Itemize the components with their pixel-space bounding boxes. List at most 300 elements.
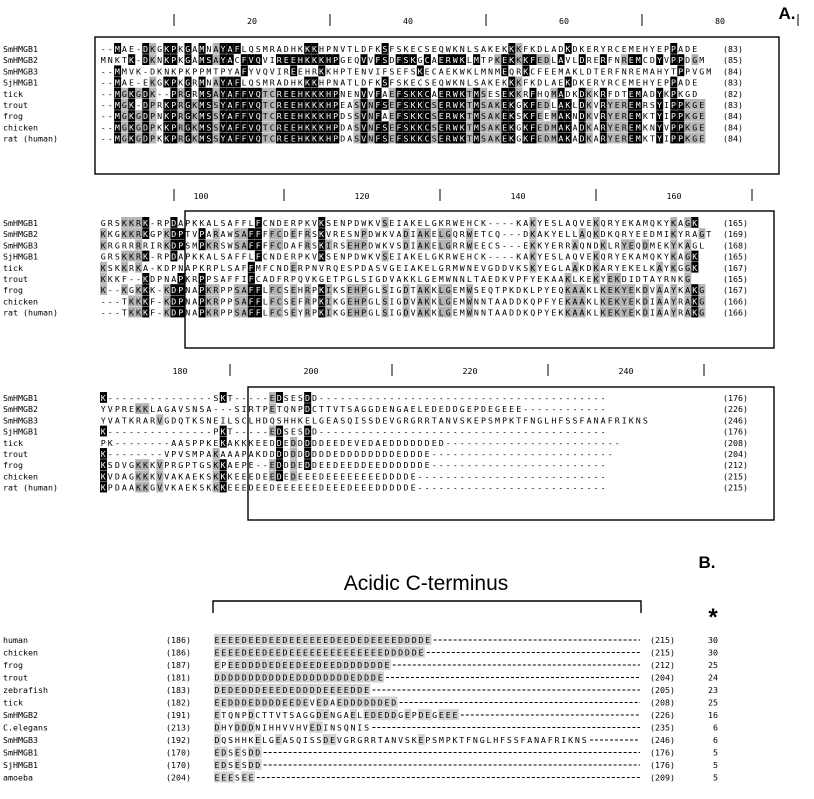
ruler-label: 60: [559, 16, 569, 26]
residue: K: [678, 274, 684, 284]
residue: -: [502, 437, 508, 448]
residue: L: [438, 229, 444, 240]
residue: K: [192, 100, 198, 110]
residue: L: [354, 77, 360, 88]
species-name: SjHMGB1: [3, 77, 38, 88]
residue: E: [221, 772, 227, 783]
residue: A: [593, 133, 599, 144]
residue: -: [107, 122, 113, 133]
residue: A: [227, 449, 233, 459]
residue: E: [502, 66, 508, 77]
residue: E: [343, 685, 349, 695]
residue: -: [255, 460, 261, 471]
residue: P: [297, 251, 303, 262]
residue: Y: [657, 100, 662, 110]
residue: E: [628, 88, 634, 99]
residue: P: [107, 482, 113, 493]
sequence: [215, 748, 261, 758]
residue: W: [452, 55, 458, 66]
residue: F: [248, 262, 254, 273]
residue: W: [375, 240, 381, 251]
alignment-row: [3, 470, 748, 481]
residue: D: [316, 672, 322, 683]
residue: C: [276, 296, 282, 307]
residue: D: [143, 55, 148, 66]
residue: E: [364, 710, 370, 720]
residue: K: [305, 133, 310, 144]
residue: D: [396, 437, 402, 448]
residue: P: [206, 274, 212, 284]
residue: C: [276, 229, 282, 240]
residue: K: [129, 229, 134, 240]
residue: E: [417, 251, 423, 262]
residue: E: [488, 404, 493, 415]
residue: D: [509, 296, 515, 307]
residue: A: [227, 77, 233, 88]
residue: R: [565, 240, 571, 251]
residue-count: (166): [723, 296, 748, 307]
residue: P: [171, 111, 177, 122]
residue: -: [488, 251, 493, 262]
residue: -: [593, 437, 599, 448]
residue: A: [600, 415, 606, 426]
residue: P: [150, 133, 156, 144]
start-position: (204): [166, 772, 191, 783]
residue: -: [382, 426, 388, 437]
residue: S: [424, 77, 430, 88]
residue: G: [114, 240, 120, 251]
residue: P: [361, 240, 367, 251]
residue: S: [220, 240, 226, 251]
residue: A: [241, 285, 247, 296]
residue: -: [600, 460, 606, 471]
residue: K: [523, 307, 529, 318]
residue: E: [586, 218, 592, 228]
residue: M: [199, 55, 205, 66]
residue: G: [121, 133, 127, 144]
residue: E: [558, 229, 564, 240]
residue: P: [678, 133, 684, 144]
residue: -: [481, 471, 486, 482]
residue: S: [364, 722, 370, 733]
residue: K: [516, 77, 522, 88]
residue: K: [220, 460, 226, 471]
residue: D: [370, 672, 376, 683]
residue-count: (176): [723, 393, 748, 403]
residue: E: [628, 240, 634, 251]
residue: M: [199, 88, 205, 99]
residue: D: [389, 482, 395, 493]
residue: R: [305, 307, 310, 318]
acidic-row: [3, 772, 718, 783]
residue: K: [305, 122, 310, 133]
residue: S: [347, 262, 353, 273]
residue: Q: [283, 404, 289, 415]
residue: E: [309, 722, 315, 733]
residue: C: [614, 77, 620, 88]
residue: R: [685, 229, 691, 240]
residue: P: [326, 44, 332, 54]
residue: A: [523, 218, 529, 228]
residue: E: [234, 635, 240, 645]
residue: A: [227, 133, 233, 144]
residue: K: [459, 133, 465, 144]
residue: G: [438, 262, 444, 273]
residue: N: [466, 262, 472, 273]
residue: P: [227, 307, 233, 318]
residue: K: [164, 285, 170, 296]
residue: -: [537, 404, 543, 415]
residue: A: [121, 471, 127, 482]
residue: L: [473, 66, 479, 77]
residue: -: [509, 251, 515, 262]
residue: A: [171, 437, 177, 448]
residue: E: [283, 251, 289, 262]
residue: K: [410, 133, 416, 144]
residue: -: [565, 471, 571, 482]
residue: A: [262, 274, 268, 284]
residue: A: [649, 66, 655, 77]
residue: M: [199, 77, 205, 88]
residue: R: [178, 111, 184, 122]
residue: N: [234, 710, 240, 720]
residue: K: [537, 240, 543, 251]
residue: A: [551, 77, 557, 88]
residue: D: [403, 296, 409, 307]
residue: K: [129, 100, 134, 110]
residue: K: [129, 111, 134, 122]
residue: R: [157, 100, 163, 110]
residue-count: (165): [723, 251, 748, 262]
residue: E: [347, 240, 353, 251]
panel-a-label: A.: [778, 4, 796, 23]
residue: S: [297, 426, 303, 437]
residue: -: [530, 482, 536, 493]
residue: P: [171, 449, 177, 459]
residue: -: [129, 437, 134, 448]
residue: R: [206, 262, 212, 273]
residue: A: [403, 218, 409, 228]
residue: H: [551, 415, 557, 426]
residue: K: [164, 55, 170, 66]
residue: D: [228, 697, 234, 708]
residue: -: [530, 471, 536, 482]
residue: P: [333, 133, 339, 144]
residue: P: [290, 274, 296, 284]
residue: K: [572, 88, 578, 99]
residue: A: [213, 55, 219, 66]
residue: T: [221, 710, 227, 720]
residue: E: [396, 449, 402, 459]
residue: K: [164, 111, 170, 122]
residue: K: [509, 100, 515, 110]
residue: E: [628, 307, 634, 318]
residue: W: [452, 133, 458, 144]
residue: E: [473, 240, 479, 251]
residue: P: [411, 710, 417, 720]
residue: E: [214, 710, 220, 720]
residue: S: [410, 66, 416, 77]
residue: E: [290, 262, 296, 273]
ruler-label: 20: [247, 16, 257, 26]
residue: A: [234, 262, 240, 273]
residue: K: [509, 88, 515, 99]
residue: N: [206, 77, 212, 88]
residue: A: [178, 218, 184, 228]
residue: E: [213, 437, 219, 448]
residue: E: [129, 77, 134, 88]
residue: -: [509, 437, 515, 448]
residue: D: [114, 471, 120, 482]
residue: E: [330, 735, 336, 745]
residue: K: [305, 88, 310, 99]
residue: K: [129, 88, 134, 99]
alignment-row: [3, 426, 748, 437]
residue: Y: [537, 251, 543, 262]
residue: D: [214, 722, 220, 733]
residue: D: [255, 697, 261, 708]
residue: A: [495, 307, 500, 318]
residue: E: [290, 426, 296, 437]
residue: -: [107, 66, 113, 77]
residue: I: [621, 415, 627, 426]
residue: S: [199, 404, 205, 415]
residue: D: [276, 449, 282, 459]
residue: P: [502, 285, 508, 296]
residue: M: [642, 218, 648, 228]
residue-count: (168): [723, 240, 748, 251]
residue: R: [192, 88, 198, 99]
residue: E: [343, 647, 349, 658]
residue: A: [558, 111, 564, 122]
residue: G: [136, 133, 141, 144]
residue: K: [417, 133, 423, 144]
residue: -: [502, 218, 508, 228]
residue: S: [234, 285, 240, 296]
residue: K: [319, 251, 324, 262]
residue: -: [565, 449, 571, 459]
residue: K: [628, 415, 634, 426]
residue: K: [305, 111, 310, 122]
residue: A: [488, 122, 493, 133]
residue: A: [565, 262, 571, 273]
residue: S: [382, 218, 388, 228]
residue: -: [593, 482, 599, 493]
residue: R: [276, 55, 282, 66]
alignment-row: [3, 437, 748, 448]
residue: E: [227, 482, 233, 493]
residue: E: [347, 285, 353, 296]
residue: N: [534, 735, 540, 745]
residue: D: [248, 710, 254, 720]
residue: S: [382, 77, 388, 88]
residue: K: [248, 437, 254, 448]
residue: F: [255, 251, 261, 262]
alignment-row: [3, 251, 748, 262]
residue: K: [319, 285, 324, 296]
residue: D: [326, 449, 332, 459]
residue: K: [164, 77, 170, 88]
residue: E: [276, 482, 282, 493]
residue: S: [513, 735, 519, 745]
residue: R: [593, 77, 599, 88]
residue: G: [445, 229, 451, 240]
residue: S: [283, 393, 289, 403]
residue: D: [248, 660, 254, 670]
residue: K: [523, 133, 529, 144]
residue: H: [283, 415, 289, 426]
residue: D: [537, 77, 543, 88]
residue: K: [297, 77, 303, 88]
residue: -: [530, 393, 536, 403]
residue: K: [150, 471, 156, 482]
residue: -: [579, 449, 585, 459]
residue: E: [283, 218, 289, 228]
residue: S: [382, 251, 388, 262]
residue: D: [316, 722, 322, 733]
residue: Y: [551, 296, 557, 307]
residue: -: [523, 449, 529, 459]
residue: D: [268, 697, 274, 708]
residue: -: [417, 471, 423, 482]
species-name: SmHMGB3: [3, 415, 38, 426]
acidic-row: [3, 672, 718, 683]
residue: V: [157, 415, 163, 426]
residue: L: [213, 218, 219, 228]
residue: -: [150, 218, 156, 228]
residue: E: [459, 251, 465, 262]
residue: D: [382, 471, 388, 482]
residue: E: [558, 296, 564, 307]
residue: M: [114, 88, 120, 99]
residue: -: [516, 449, 522, 459]
residue: D: [384, 647, 390, 658]
residue: K: [671, 251, 676, 262]
residue: K: [544, 229, 550, 240]
residue: W: [466, 229, 472, 240]
residue: M: [628, 44, 634, 54]
residue: E: [234, 747, 240, 758]
residue: R: [607, 66, 613, 77]
residue: V: [164, 482, 170, 493]
residue: G: [424, 274, 430, 284]
residue: F: [520, 735, 526, 745]
residue: R: [269, 77, 275, 88]
end-position: (209): [650, 772, 675, 783]
residue: -: [100, 88, 106, 99]
residue: R: [621, 133, 627, 144]
residue: V: [361, 133, 367, 144]
residue: E: [452, 285, 458, 296]
residue: P: [445, 735, 451, 745]
residue: F: [396, 55, 402, 66]
residue: E: [357, 647, 363, 658]
residue: F: [234, 44, 240, 54]
residue: F: [523, 415, 529, 426]
residue: E: [607, 307, 613, 318]
residue: H: [326, 133, 332, 144]
residue: A: [403, 251, 409, 262]
residue: D: [361, 460, 367, 471]
residue: -: [234, 393, 240, 403]
residue: -: [347, 393, 353, 403]
residue: E: [214, 635, 220, 645]
ruler-label: 220: [462, 366, 478, 376]
residue: M: [635, 133, 641, 144]
residue: L: [544, 44, 550, 54]
residue: V: [579, 251, 585, 262]
ruler-label: 100: [193, 191, 209, 201]
residue: A: [396, 229, 402, 240]
residue: -: [178, 393, 184, 403]
residue: E: [333, 471, 339, 482]
residue: P: [502, 415, 508, 426]
residue: H: [268, 722, 274, 733]
residue: D: [396, 482, 402, 493]
residue: D: [305, 460, 310, 471]
residue: G: [347, 274, 353, 284]
residue: S: [347, 111, 353, 122]
residue: S: [382, 307, 388, 318]
residue: M: [706, 66, 712, 77]
residue: I: [389, 307, 395, 318]
residue: D: [340, 111, 346, 122]
residue-count: (167): [723, 285, 748, 296]
residue: S: [213, 133, 219, 144]
residue: V: [382, 262, 388, 273]
residue: D: [312, 393, 317, 403]
acidic-row: [3, 647, 718, 658]
residue: E: [389, 88, 395, 99]
residue: E: [290, 393, 296, 403]
residue: -: [579, 426, 585, 437]
residue: S: [424, 44, 430, 54]
residue: S: [206, 88, 212, 99]
residue: E: [289, 635, 295, 645]
residue: K: [206, 437, 212, 448]
residue: V: [398, 735, 404, 745]
residue: K: [523, 122, 529, 133]
residue: R: [333, 229, 339, 240]
residue: K: [586, 88, 592, 99]
residue: L: [699, 240, 705, 251]
residue: K: [150, 77, 156, 88]
residue: S: [506, 735, 512, 745]
residue: -: [488, 393, 493, 403]
residue: D: [114, 482, 120, 493]
residue: E: [551, 285, 557, 296]
residue: S: [213, 111, 219, 122]
residue: D: [269, 482, 275, 493]
residue: M: [635, 122, 641, 133]
residue: K: [530, 251, 536, 262]
residue: Q: [600, 251, 606, 262]
residue: D: [296, 660, 302, 670]
residue: -: [438, 449, 444, 459]
residue: R: [121, 404, 127, 415]
residue: K: [164, 100, 170, 110]
residue: Q: [178, 415, 184, 426]
residue: V: [248, 88, 254, 99]
residue: D: [350, 685, 356, 695]
residue: E: [336, 685, 342, 695]
residue: -: [396, 393, 402, 403]
residue: Y: [551, 229, 557, 240]
residue: D: [685, 44, 691, 54]
residue: -: [579, 482, 585, 493]
acidic-row: [3, 697, 718, 708]
residue: V: [107, 404, 113, 415]
